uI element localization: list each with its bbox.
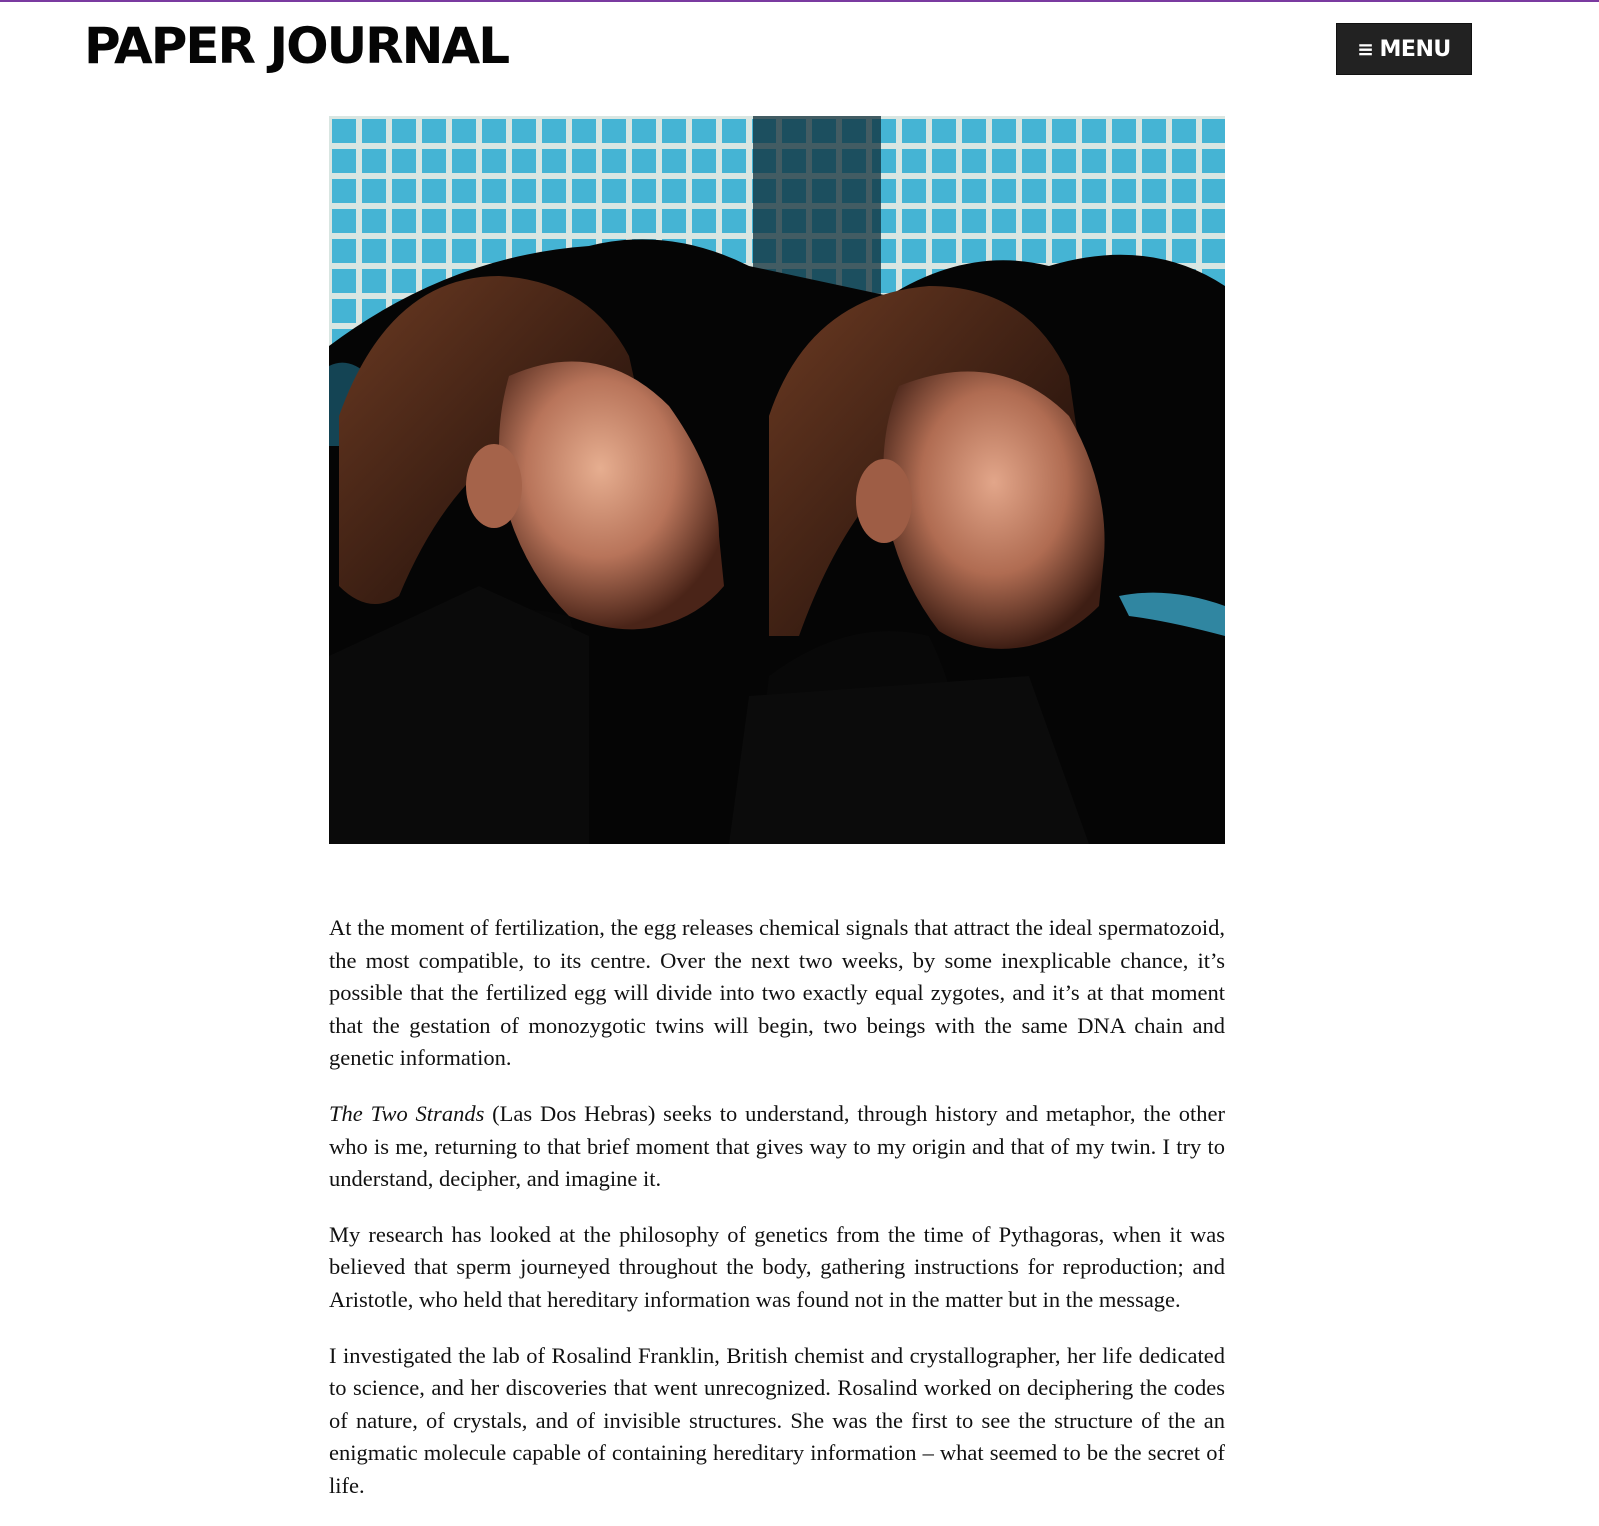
paragraph-text: At the moment of fertilization, the egg releases chemical signals that attract the ideal spermatozoid, the most compatible, to its centre. Over the next two weeks, by some inexplicable chance, it’s possible that the fertilized egg will divide into two exactly equal zygotes, and it’s at that moment that the gestation of monozygotic twins will begin, two beings with the same DNA chain and genetic information. bbox=[329, 915, 1225, 1071]
site-title[interactable]: PAPER JOURNAL bbox=[84, 17, 509, 75]
feature-photo bbox=[329, 116, 1225, 844]
menu-label: MENU bbox=[1379, 36, 1451, 62]
top-accent-rule bbox=[0, 0, 1599, 2]
paragraph-text: (Las Dos Hebras) seeks to understand, through history and metaphor, the other who is me, returning to that brief moment that gives way to my origin and that of my twin. I try to understand, decipher, and imagine it. bbox=[329, 1100, 1225, 1192]
twin-portrait-image bbox=[329, 116, 1225, 844]
hamburger-icon: ≡ bbox=[1357, 37, 1374, 61]
menu-button[interactable] bbox=[1336, 23, 1472, 75]
article-paragraph bbox=[329, 1219, 1225, 1317]
article-paragraph bbox=[329, 1098, 1225, 1196]
paragraph-text: I investigated the lab of Rosalind Franklin, British chemist and crystallographer, her life dedicated to science, and her discoveries that went unrecognized. Rosalind worked on deciphering the codes of nature, of crystals, and of invisible structures. She was the first to see the structure of the an enigmatic molecule capable of containing hereditary information – what seemed to be the secret of life. bbox=[329, 1342, 1225, 1498]
article-paragraph bbox=[329, 1340, 1225, 1503]
project-title: The Two Strands bbox=[329, 1100, 485, 1126]
article-body bbox=[329, 912, 1225, 1526]
article-paragraph bbox=[329, 912, 1225, 1075]
paragraph-text: My research has looked at the philosophy of genetics from the time of Pythagoras, when it was believed that sperm journeyed throughout the body, gathering instructions for reproduction; and Aristotle, who held that hereditary information was found not in the matter but in the message. bbox=[329, 1221, 1225, 1312]
